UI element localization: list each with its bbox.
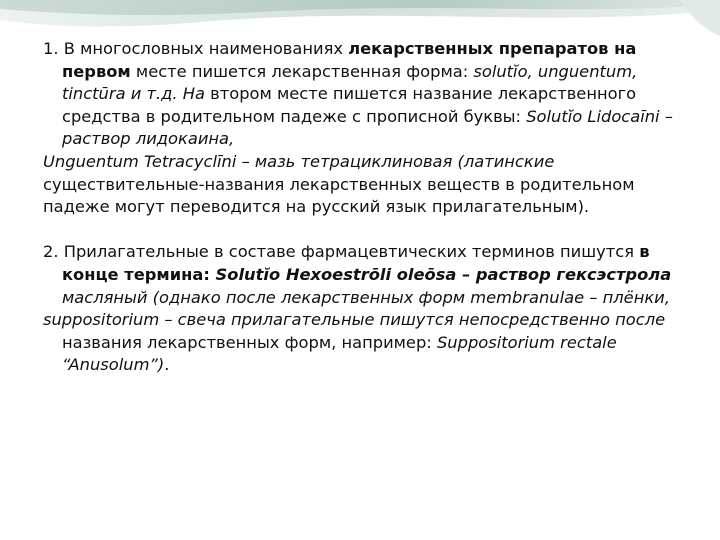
paragraph-gap (43, 219, 683, 242)
bold-text-run: лекарственных препаратов на первом (62, 39, 637, 81)
italic-text-run: Unguentum Tetracyclīni – мазь тетрациклиновая (латинские (43, 151, 555, 171)
text-run: падеже могут переводится на русский язык прилагательным). (43, 197, 590, 217)
text-run: . (164, 355, 170, 375)
bold-italic-text-run: Solutĭo Hexoestrōli oleōsa – раствор гексэстрола (215, 264, 672, 284)
italic-text-run: suppositorium – свеча прилагательные пишутся непосредственно после (43, 310, 666, 330)
slide-body (43, 38, 683, 377)
bold-text-run: в конце термина: (62, 242, 650, 284)
text-run: названия лекарственных форм, например: (62, 332, 437, 352)
italic-text-run: Solutĭo Lidocaīni – раствор лидокаина, (62, 106, 673, 149)
paragraph-item-1-cont-2 (43, 174, 683, 197)
paragraph-item-2-cont-1 (43, 309, 683, 377)
text-run: В многословных наименованиях (63, 39, 349, 58)
italic-text-run: solutĭo, unguentum, tinctūra и т.д. На (62, 61, 638, 104)
text-run: существительные-названия лекарственных веществ в родительном (43, 174, 635, 194)
paragraph-item-1-cont-3 (43, 196, 683, 219)
text-run: втором месте пишется название лекарственного средства в родительном падеже с прописной буквы: (62, 84, 637, 126)
italic-text-run: масляный (однако после лекарственных форм membranulae – плёнки, (62, 287, 670, 307)
paragraph-item-1-cont-1 (43, 151, 683, 174)
paragraph-item-1 (43, 38, 683, 151)
italic-text-run: Suppositorium rectale “Anusolum”) (62, 332, 617, 375)
text-run: Прилагательные в составе фармацевтических терминов пишутся (63, 242, 640, 262)
list-number: 1. (43, 39, 64, 58)
text-run: месте пишется лекарственная форма: (130, 61, 474, 81)
list-number: 2. (43, 242, 64, 262)
paragraph-item-2 (43, 241, 683, 309)
